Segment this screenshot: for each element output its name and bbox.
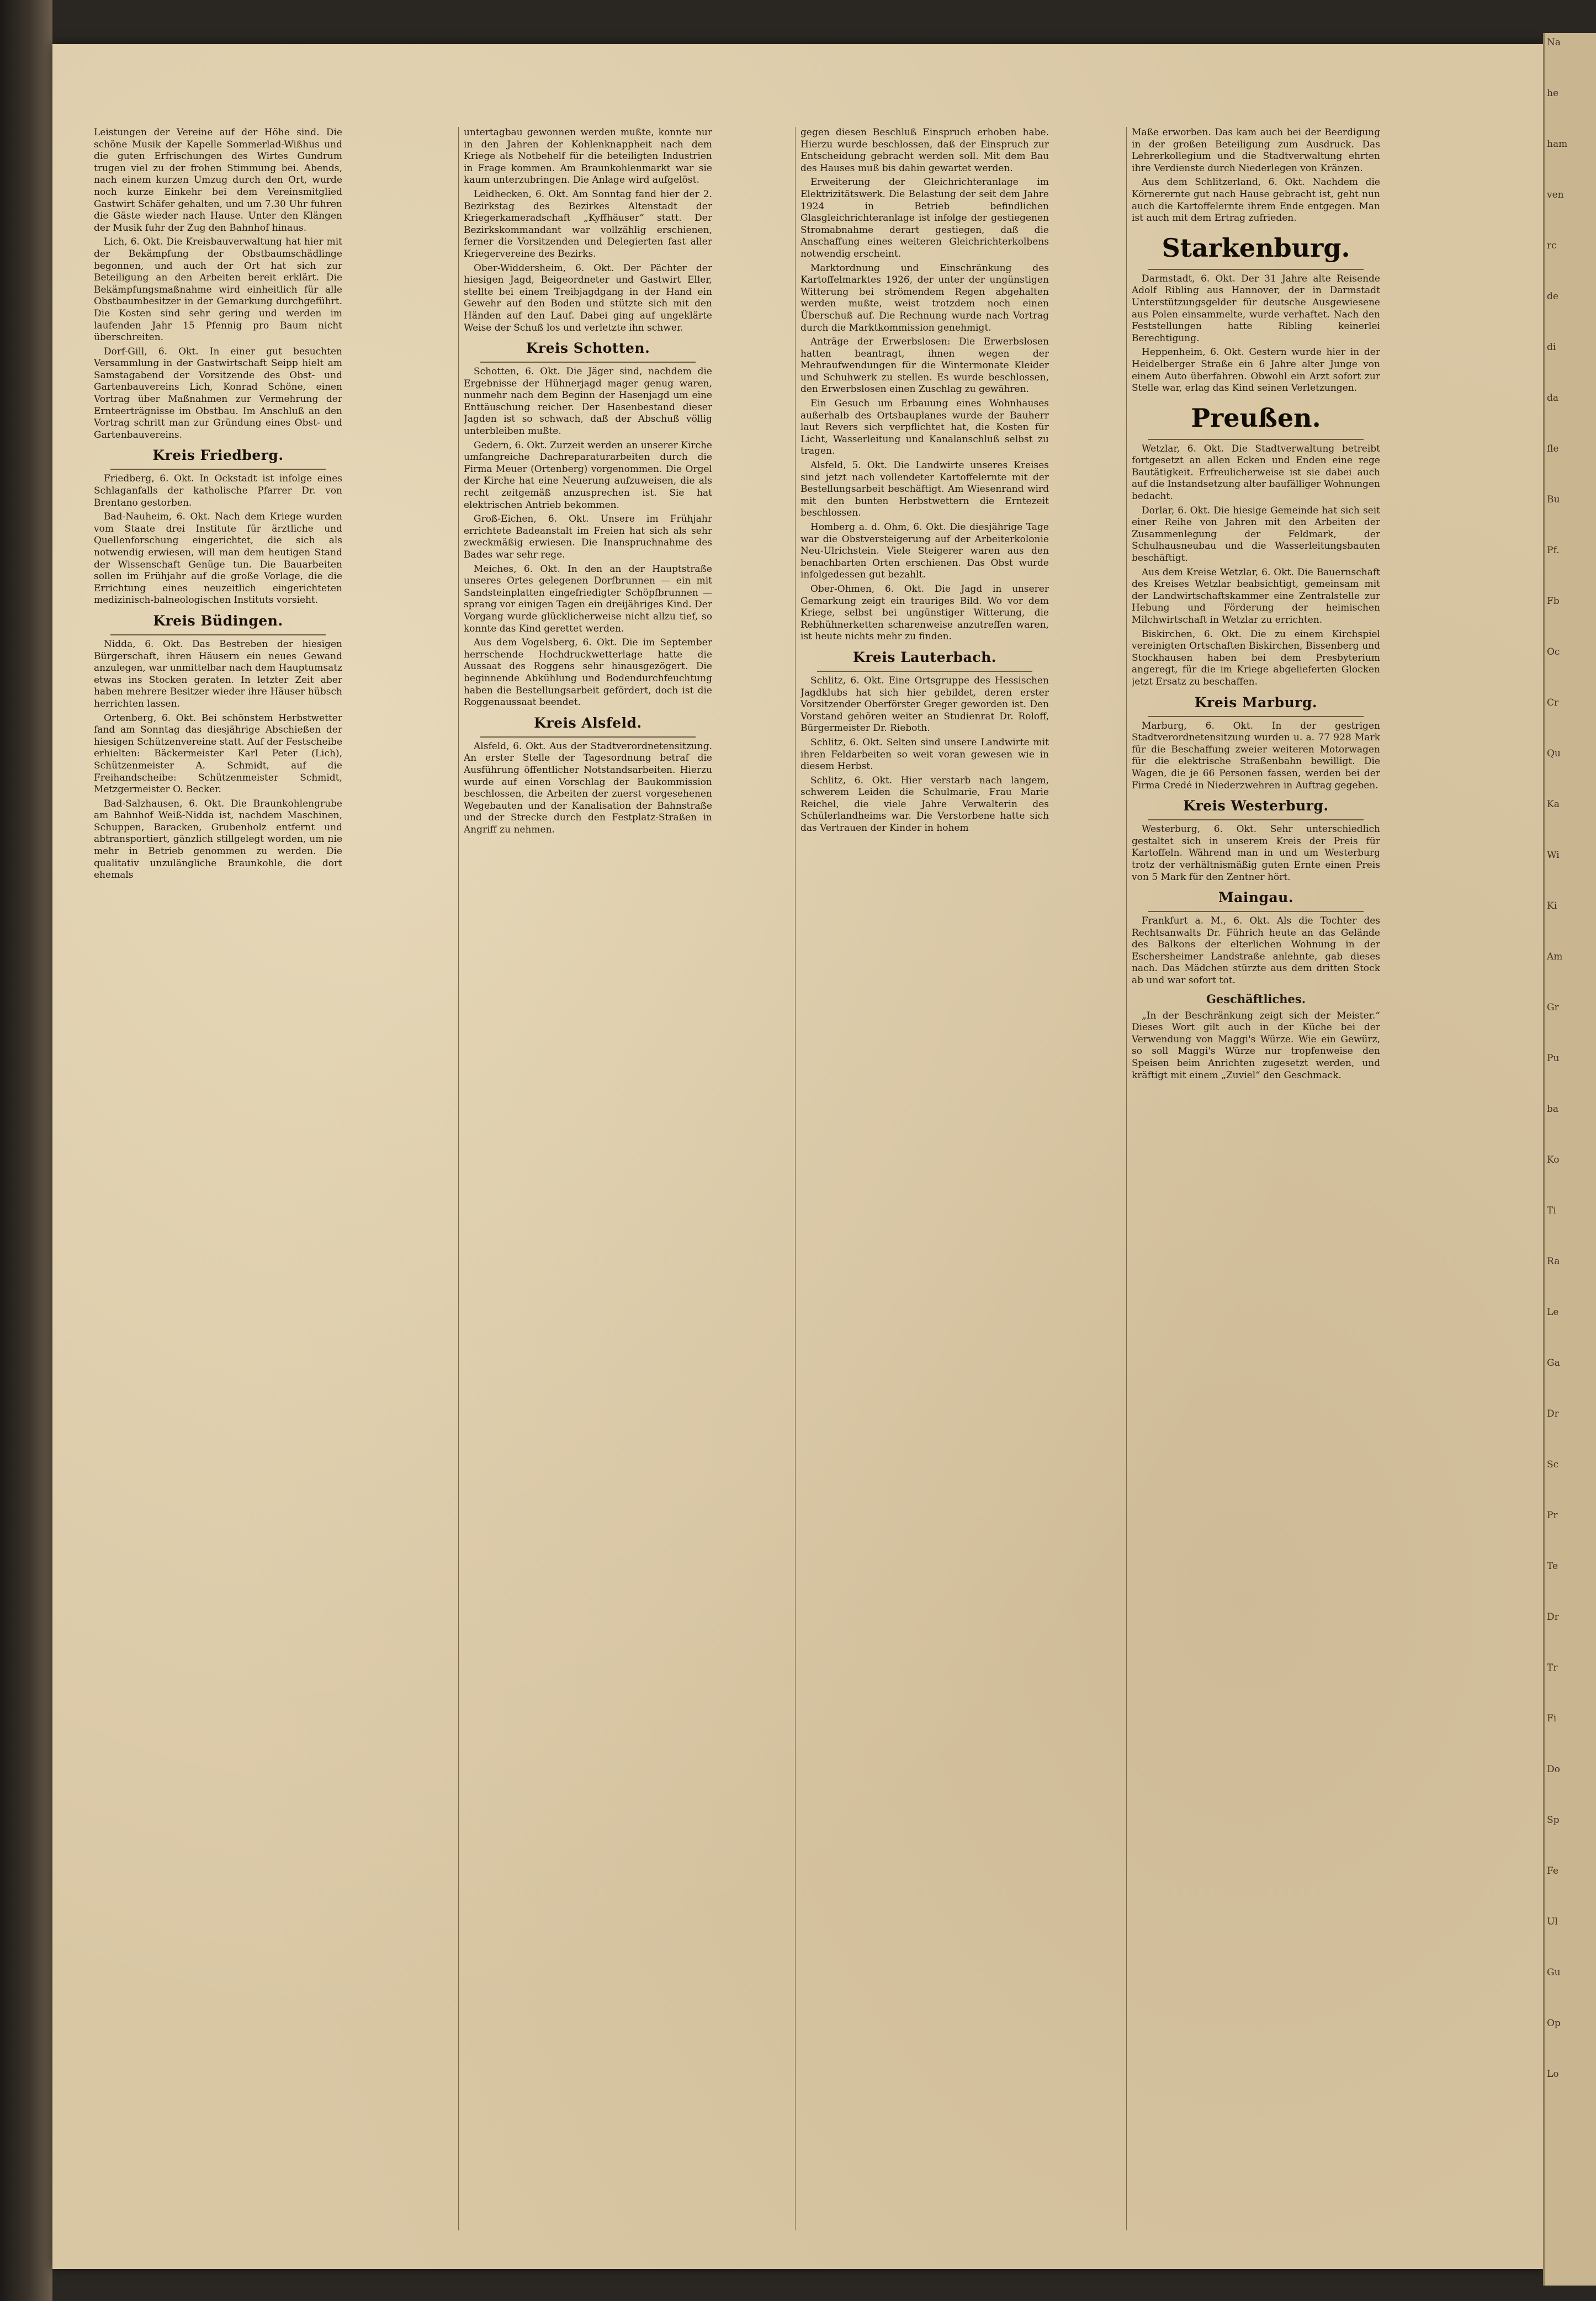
- section-heading: Kreis Schotten.: [526, 340, 650, 357]
- region-heading: Starkenburg.: [1162, 232, 1350, 263]
- article-paragraph: Nidda, 6. Okt. Das Bestreben der hiesigen Bürgerschaft, ihren Häusern ein neues Gewand anzulegen, war unmittelbar nach dem Hauptumsatz etwas ins Stocken geraten. In letzter Zeit aber haben mehrere Besitzer wieder ihre Häuser hübsch herrichten lassen.: [94, 638, 342, 709]
- heading-rule: [1148, 819, 1364, 820]
- edge-fragment: Na: [1547, 37, 1561, 48]
- adjacent-page-edge: [1543, 33, 1596, 2286]
- edge-fragment: Qu: [1547, 748, 1561, 759]
- section-heading: Kreis Marburg.: [1194, 694, 1318, 711]
- article-paragraph: Schlitz, 6. Okt. Eine Ortsgruppe des Hessischen Jagdklubs hat sich hier gebildet, deren erster Vorsitzender Oberförster Greger geworden ist. Den Vorstand gehören weiter an Studienrat Dr. Roloff, Bürgermeister Dr. Rieboth.: [800, 675, 1049, 734]
- heading-rule: [1148, 269, 1364, 270]
- edge-fragment: Lo: [1547, 2069, 1559, 2080]
- edge-fragment: Pr: [1547, 1510, 1558, 1521]
- column-2: [464, 127, 712, 2236]
- edge-fragment: he: [1547, 88, 1559, 99]
- article-paragraph: gegen diesen Beschluß Einspruch erhoben habe. Hierzu wurde beschlossen, daß der Einspruch zur Entscheidung gebracht werden soll. Mit dem Bau des Hauses muß bis dahin gewartet werden.: [800, 127, 1049, 174]
- article-paragraph: Dorf-Gill, 6. Okt. In einer gut besuchten Versammlung in der Gastwirtschaft Seipp hielt am Samstagabend der Vorsitzende des Obst- und Gartenbauvereins Lich, Konrad Schöne, einen Vortrag über Maßnahmen zur Vermehrung der Ernteerträgnisse im Obstbau. Im Anschluß an den Vortrag schritt man zur Gründung eines Obst- und Gartenbauvereins.: [94, 346, 342, 441]
- article-paragraph: Aus dem Kreise Wetzlar, 6. Okt. Die Bauernschaft des Kreises Wetzlar beabsichtigt, gemeinsam mit der Landwirtschaftskammer eine Zentralstelle zur Hebung und Förderung der heimischen Milchwirtschaft in Wetzlar zu errichten.: [1132, 566, 1380, 625]
- edge-fragment: Ka: [1547, 799, 1560, 810]
- article-paragraph: Maße erworben. Das kam auch bei der Beerdigung in der großen Beteiligung zum Ausdruck. Das Lehrerkollegium und die Stadtverwaltung ehrten ihre Verdienste durch Niederlegen von Kränzen.: [1132, 127, 1380, 174]
- column-1: [94, 127, 342, 2236]
- edge-fragment: Pf.: [1547, 545, 1560, 556]
- heading-rule: [480, 736, 696, 738]
- edge-fragment: Ko: [1547, 1154, 1560, 1165]
- edge-fragment: Fb: [1547, 596, 1560, 607]
- edge-fragment: Ga: [1547, 1358, 1560, 1369]
- edge-fragment: da: [1547, 393, 1559, 404]
- edge-fragment: Ul: [1547, 1916, 1558, 1927]
- column-4: [1132, 127, 1380, 2236]
- section-heading: Kreis Lauterbach.: [853, 649, 996, 665]
- heading-rule: [817, 671, 1032, 672]
- article-paragraph: Gedern, 6. Okt. Zurzeit werden an unserer Kirche umfangreiche Dachreparaturarbeiten durch die Firma Meuer (Ortenberg) vorgenommen. Die Orgel der Kirche hat eine Neuerung aufzuweisen, die als recht zeitgemäß anzusprechen ist. Sie hat elektrischen Antrieb bekommen.: [464, 439, 712, 511]
- article-paragraph: Aus dem Vogelsberg, 6. Okt. Die im September herrschende Hochdruckwetterlage hatte die Aussaat des Roggens sehr hinausgezögert. Die beginnende Abkühlung und Bodendurchfeuchtung haben die Bestellungsarbeit gefördert, doch ist die Roggenaussaat beendet.: [464, 637, 712, 708]
- edge-fragment: Gu: [1547, 1967, 1561, 1978]
- section-heading: Kreis Westerburg.: [1183, 798, 1329, 814]
- edge-fragment: di: [1547, 342, 1556, 353]
- article-paragraph: Westerburg, 6. Okt. Sehr unterschiedlich gestaltet sich in unserem Kreis der Preis für Kartoffeln. Während man in und um Westerburg trotz der verhältnismäßig guten Ernte einen Preis von 5 Mark für den Zentner hört.: [1132, 824, 1380, 883]
- edge-fragment: Do: [1547, 1764, 1560, 1775]
- adjacent-page-fragments: [1545, 33, 1596, 2122]
- column-3: [800, 127, 1049, 2236]
- article-paragraph: Leistungen der Vereine auf der Höhe sind. Die schöne Musik der Kapelle Sommerlad-Wißhus und die guten Erfrischungen des Wirtes Gundrum trugen viel zu der frohen Stimmung bei. Abends, nach einem kurzen Umzug durch den Ort, wurde noch kurze Einkehr bei dem Vereinsmitglied Gastwirt Schäfer gehalten, und um 7.30 Uhr fuhren die Gäste wieder nach Hause. Unter den Klängen der Musik fuhr der Zug den Bahnhof hinaus.: [94, 127, 342, 234]
- text-columns: [52, 127, 1543, 2236]
- edge-fragment: Ki: [1547, 900, 1557, 911]
- edge-fragment: ham: [1547, 139, 1568, 150]
- section-heading: Geschäftliches.: [1206, 992, 1306, 1006]
- edge-fragment: Cr: [1547, 697, 1559, 708]
- article-paragraph: Marburg, 6. Okt. In der gestrigen Stadtverordnetensitzung wurden u. a. 77 928 Mark für die Beschaffung zweier weiteren Motorwagen für die elektrische Straßenbahn bewilligt. Die Wagen, die je 66 Personen fassen, werden bei der Firma Credé in Niederzwehren in Auftrag gegeben.: [1132, 720, 1380, 791]
- article-paragraph: Biskirchen, 6. Okt. Die zu einem Kirchspiel vereinigten Ortschaften Biskirchen, Bissenberg und Stockhausen haben bei dem Presbyterium angeregt, für die im Kriege abgelieferten Glocken jetzt Ersatz zu beschaffen.: [1132, 628, 1380, 687]
- section-heading: Kreis Friedberg.: [152, 447, 284, 464]
- article-paragraph: Homberg a. d. Ohm, 6. Okt. Die diesjährige Tage war die Obstversteigerung auf der Arbeiterkolonie Neu-Ulrichstein. Viele Steigerer waren aus den benachbarten Orten erschienen. Das Obst wurde infolgedessen gut bezahlt.: [800, 522, 1049, 581]
- heading-rule: [110, 634, 326, 635]
- article-paragraph: Dorlar, 6. Okt. Die hiesige Gemeinde hat sich seit einer Reihe von Jahren mit den Arbeiten der Zusammenlegung der Feldmark, der Schulhausneubau und die Wasserleitungsbauten beschäftigt.: [1132, 505, 1380, 564]
- article-paragraph: Alsfeld, 5. Okt. Die Landwirte unseres Kreises sind jetzt nach vollendeter Kartoffelernte mit der Bestellungsarbeit beschäftigt. Am Wiesenrand wird mit den bunten Herbstwettern die Erntezeit beschlossen.: [800, 460, 1049, 519]
- article-paragraph: Ober-Widdersheim, 6. Okt. Der Pächter der hiesigen Jagd, Beigeordneter und Gastwirt Eller, stellte bei einem Treibjagdgang in der Hand ein Gewehr auf den Boden und stützte sich mit den Händen auf den Lauf. Dabei ging auf ungeklärte Weise der Schuß los und verletzte ihn schwer.: [464, 262, 712, 333]
- article-paragraph: Anträge der Erwerbslosen: Die Erwerbslosen hatten beantragt, ihnen wegen der Mehraufwendungen für die Wintermonate Kleider und Schuhwerk zu stellen. Es wurde beschlossen, den Erwerbslosen einen Zuschlag zu gewähren.: [800, 336, 1049, 395]
- article-paragraph: Wetzlar, 6. Okt. Die Stadtverwaltung betreibt fortgesetzt an allen Ecken und Enden eine rege Bautätigkeit. Erfreulicherweise ist sie dabei auch auf die Instandsetzung alter baufälliger Wohnungen bedacht.: [1132, 443, 1380, 502]
- edge-fragment: Bu: [1547, 494, 1560, 505]
- column-divider: [795, 127, 796, 2230]
- edge-fragment: Le: [1547, 1307, 1559, 1318]
- heading-rule: [1148, 716, 1364, 717]
- heading-rule: [110, 469, 326, 470]
- article-paragraph: Ortenberg, 6. Okt. Bei schönstem Herbstwetter fand am Sonntag das diesjährige Abschießen der hiesigen Schützenvereine statt. Auf der Festscheibe erhielten: Bäckermeister Karl Peter (Lich), Schützenmeister A. Schmidt, auf die Freihandscheibe: Schützenmeister Schmidt, Metzgermeister O. Becker.: [94, 712, 342, 796]
- edge-fragment: Sp: [1547, 1815, 1560, 1826]
- edge-fragment: Fi: [1547, 1713, 1557, 1724]
- edge-fragment: Ti: [1547, 1205, 1556, 1216]
- edge-fragment: ba: [1547, 1104, 1559, 1115]
- article-paragraph: Leidhecken, 6. Okt. Am Sonntag fand hier der 2. Bezirkstag des Bezirkes Altenstadt der Kriegerkameradschaft „Kyffhäuser“ statt. Der Bezirkskommandant war vollzählig erschienen, ferner die Vorsitzenden und Delegierten fast aller Kriegervereine des Bezirks.: [464, 188, 712, 259]
- article-paragraph: Alsfeld, 6. Okt. Aus der Stadtverordnetensitzung. An erster Stelle der Tagesordnung betraf die Ausführung öffentlicher Notstandsarbeiten. Hierzu wurde auf einen Vorschlag der Baukommission beschlossen, die Arbeiten der zuerst vorgesehenen Wegebauten und der Kanalisation der Bahnstraße und der Strecke durch den Festplatz-Straßen in Angriff zu nehmen.: [464, 740, 712, 835]
- article-paragraph: Erweiterung der Gleichrichteranlage im Elektrizitätswerk. Die Belastung der seit dem Jahre 1924 in Betrieb befindlichen Glasgleichrichteranlage ist infolge der gestiegenen Stromabnahme derart gestiegen, daß die Anschaffung eines weiteren Gleichrichterkolbens notwendig erscheint.: [800, 177, 1049, 259]
- edge-fragment: rc: [1547, 240, 1557, 251]
- edge-fragment: ven: [1547, 189, 1564, 200]
- edge-fragment: Oc: [1547, 646, 1560, 658]
- column-divider: [1126, 127, 1127, 2230]
- edge-fragment: Pu: [1547, 1053, 1560, 1064]
- edge-fragment: Op: [1547, 2018, 1561, 2029]
- edge-fragment: Dr: [1547, 1408, 1559, 1419]
- edge-fragment: fle: [1547, 443, 1559, 454]
- section-heading: Kreis Alsfeld.: [534, 714, 642, 731]
- edge-fragment: de: [1547, 291, 1558, 302]
- article-paragraph: Heppenheim, 6. Okt. Gestern wurde hier in der Heidelberger Straße ein 6 Jahre alter Junge von einem Auto überfahren. Obwohl ein Arzt sofort zur Stelle war, erlag das Kind seinen Verletzungen.: [1132, 347, 1380, 394]
- heading-rule: [480, 362, 696, 363]
- article-paragraph: Bad-Salzhausen, 6. Okt. Die Braunkohlengrube am Bahnhof Weiß-Nidda ist, nachdem Maschinen, Schuppen, Baracken, Grubenholz entfernt und abtransportiert, gänzlich stillgelegt worden, um nie mehr in Betrieb genommen zu werden. Die qualitativ unzulängliche Braunkohle, die dort ehemals: [94, 798, 342, 881]
- edge-fragment: Te: [1547, 1561, 1558, 1572]
- article-paragraph: Frankfurt a. M., 6. Okt. Als die Tochter des Rechtsanwalts Dr. Führich heute an das Gelände des Balkons der elterlichen Wohnung in der Eschersheimer Landstraße anlehnte, gab dieses nach. Das Mädchen stürzte aus dem dritten Stock ab und war sofort tot.: [1132, 915, 1380, 987]
- article-paragraph: Friedberg, 6. Okt. In Ockstadt ist infolge eines Schlaganfalls der katholische Pfarrer Dr. von Brentano gestorben.: [94, 473, 342, 508]
- article-paragraph: Aus dem Schlitzerland, 6. Okt. Nachdem die Körnerernte gut nach Hause gebracht ist, geht nun auch die Kartoffelernte ihrem Ende entgegen. Man ist auch mit dem Ertrag zufrieden.: [1132, 177, 1380, 224]
- region-heading: Preußen.: [1191, 402, 1321, 433]
- article-paragraph: Lich, 6. Okt. Die Kreisbauverwaltung hat hier mit der Bekämpfung der Obstbaumschädlinge begonnen, und auch der Ort hat sich zur Beteiligung an den Arbeiten bereit erklärt. Die Bekämpfungsmaßnahme wird einheitlich für alle Obstbaumbesitzer in der Gemarkung durchgeführt. Die Kosten sind sehr gering und werden im laufenden Jahr 15 Pfennig pro Baum nicht überschreiten.: [94, 236, 342, 343]
- article-paragraph: Bad-Nauheim, 6. Okt. Nach dem Kriege wurden vom Staate drei Institute für ärztliche und Quellenforschung eingerichtet, die sich als notwendig erwiesen, will man dem heutigen Stand der Wissenschaft Genüge tun. Die Bauarbeiten sollen im Frühjahr auf die große Vorlage, die die Errichtung eines neuzeitlich eingerichteten medizinisch-balneologischen Instituts vorsieht.: [94, 511, 342, 606]
- article-paragraph: untertagbau gewonnen werden mußte, konnte nur in den Jahren der Kohlenknappheit nach dem Kriege als Notbehelf für die beteiligten Industrien in Frage kommen. Am Braunkohlenmarkt war sie kaum unterzubringen. Die Anlage wird aufgelöst.: [464, 127, 712, 186]
- edge-fragment: Gr: [1547, 1002, 1559, 1013]
- article-paragraph: Groß-Eichen, 6. Okt. Unsere im Frühjahr errichtete Badeanstalt im Freien hat sich als sehr zweckmäßig erwiesen. Die Inanspruchnahme des Bades war sehr rege.: [464, 513, 712, 560]
- edge-fragment: Wi: [1547, 850, 1560, 861]
- article-paragraph: Schotten, 6. Okt. Die Jäger sind, nachdem die Ergebnisse der Hühnerjagd mager genug waren, nunmehr nach dem Beginn der Hasenjagd um eine Enttäuschung reicher. Der Hasenbestand dieser Jagden ist so schwach, daß der Abschuß völlig unterbleiben mußte.: [464, 366, 712, 437]
- article-paragraph: Marktordnung und Einschränkung des Kartoffelmarktes 1926, der unter der ungünstigen Witterung bei strömendem Regen abgehalten werden mußte, weist trotzdem noch einen Überschuß auf. Die Rechnung wurde nach Vortrag durch die Marktkommission genehmigt.: [800, 262, 1049, 333]
- section-heading: Kreis Büdingen.: [153, 612, 283, 629]
- article-paragraph: Schlitz, 6. Okt. Selten sind unsere Landwirte mit ihren Feldarbeiten so weit voran gewesen wie in diesem Herbst.: [800, 736, 1049, 772]
- article-paragraph: Ober-Ohmen, 6. Okt. Die Jagd in unserer Gemarkung zeigt ein trauriges Bild. Wo vor dem Kriege, selbst bei ungünstiger Witterung, die Rebhühnerketten scharenweise anzutreffen waren, ist heute nichts mehr zu finden.: [800, 583, 1049, 643]
- edge-fragment: Am: [1547, 951, 1563, 962]
- edge-fragment: Dr: [1547, 1611, 1559, 1623]
- heading-rule: [1148, 439, 1364, 440]
- edge-fragment: Ra: [1547, 1256, 1560, 1267]
- article-paragraph: Meiches, 6. Okt. In den an der Hauptstraße unseres Ortes gelegenen Dorfbrunnen — ein mit Sandsteinplatten eingefriedigter Schöpfbrunnen — sprang vor einigen Tagen ein dreijähriges Kind. Der Vorgang wurde glücklicherweise nicht allzu tief, so konnte das Kind gerettet werden.: [464, 563, 712, 634]
- book-binding: [0, 0, 52, 2301]
- heading-rule: [1148, 911, 1364, 912]
- newspaper-page: [52, 44, 1543, 2269]
- article-paragraph: Ein Gesuch um Erbauung eines Wohnhauses außerhalb des Ortsbauplanes wurde der Bauherr laut Revers sich verpflichtet hat, die Kosten für Licht, Wasserleitung und Kanalanschluß selbst zu tragen.: [800, 398, 1049, 457]
- edge-fragment: Fe: [1547, 1865, 1558, 1876]
- article-paragraph: „In der Beschränkung zeigt sich der Meister.“ Dieses Wort gilt auch in der Küche bei der Verwendung von Maggi's Würze. Wie ein Gewürz, so soll Maggi's Würze nur tropfenweise den Speisen beim Anrichten zugesetzt werden, und kräftigt mit einem „Zuviel“ den Geschmack.: [1132, 1010, 1380, 1081]
- column-divider: [458, 127, 459, 2230]
- edge-fragment: Tr: [1547, 1662, 1558, 1673]
- article-paragraph: Schlitz, 6. Okt. Hier verstarb nach langem, schwerem Leiden die Schulmarie, Frau Marie Reichel, die viele Jahre Verwalterin des Schülerlandheims war. Die Verstorbene hatte sich das Vertrauen der Kinder in hohem: [800, 775, 1049, 834]
- article-paragraph: Darmstadt, 6. Okt. Der 31 Jahre alte Reisende Adolf Ribling aus Hannover, der in Darmstadt Unterstützungsgelder für deutsche Ausgewiesene aus Polen einsammelte, wurde verhaftet. Nach den Feststellungen hatte Ribling keinerlei Berechtigung.: [1132, 273, 1380, 344]
- edge-fragment: Sc: [1547, 1459, 1559, 1470]
- section-heading: Maingau.: [1218, 889, 1294, 906]
